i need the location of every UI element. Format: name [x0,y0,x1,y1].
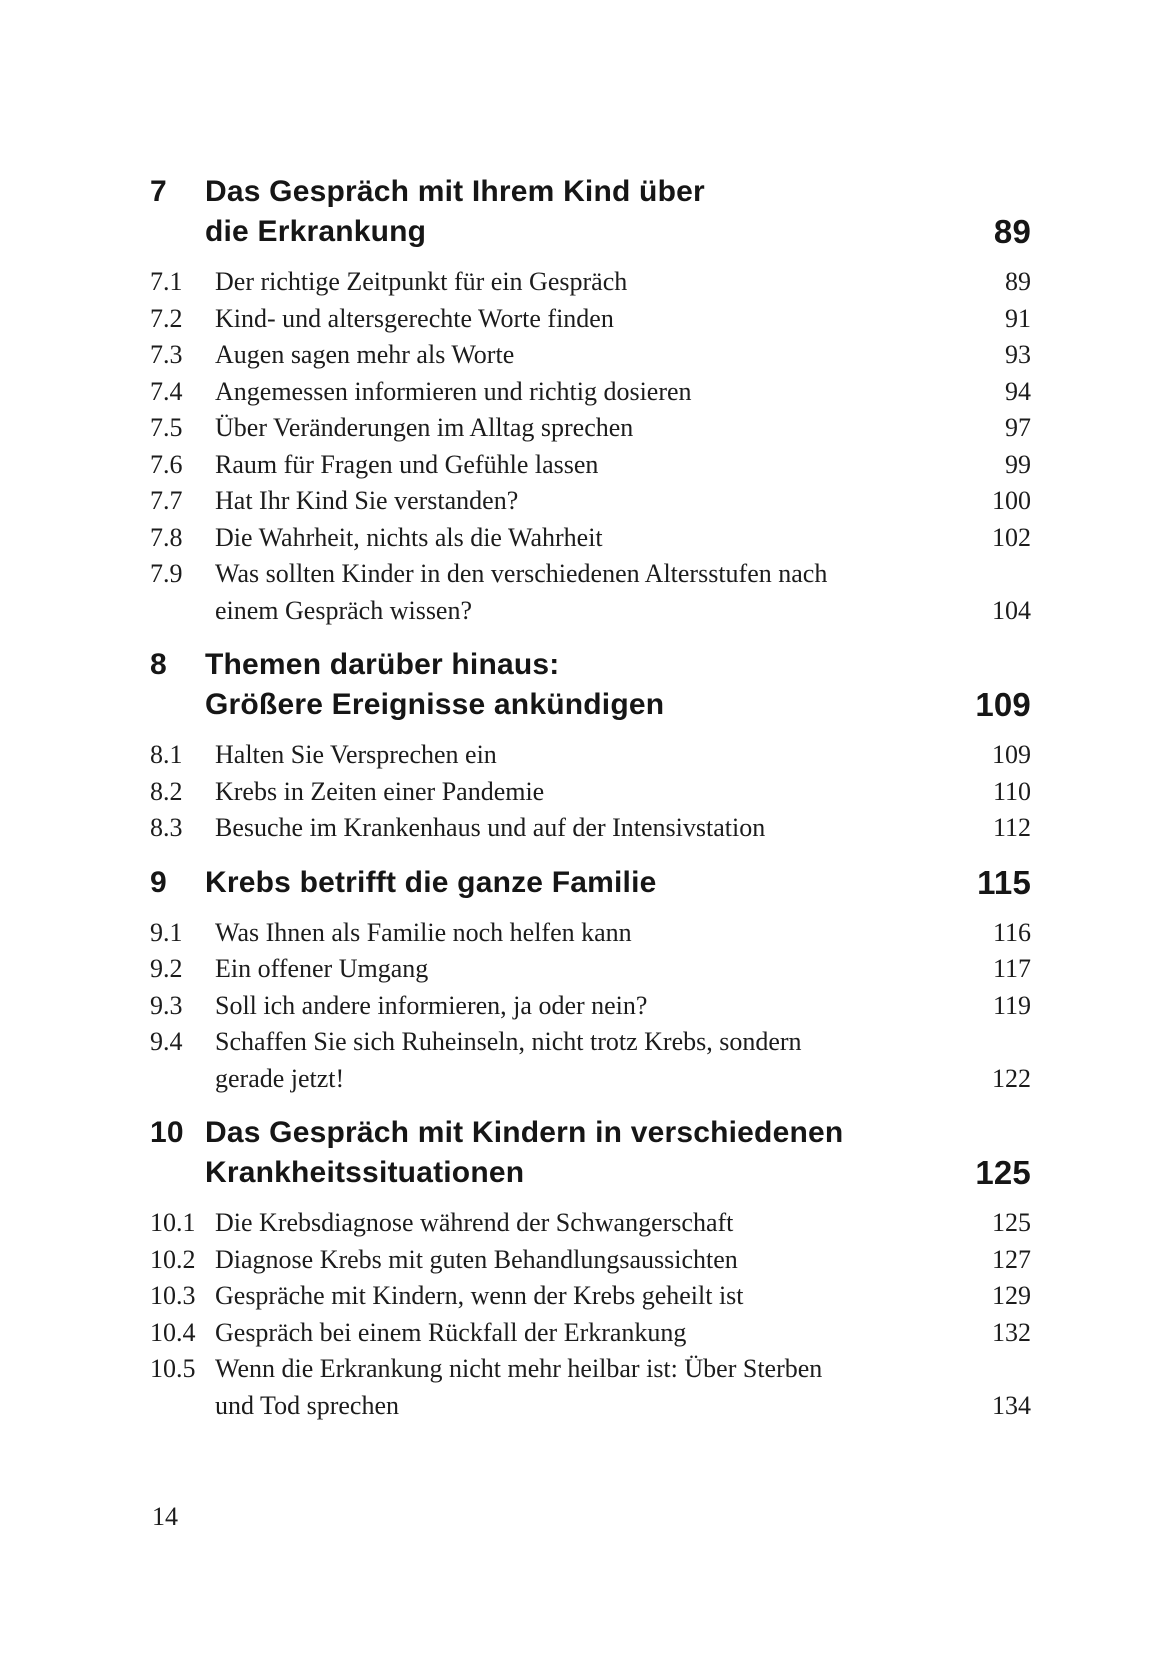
toc-item-title-line: Angemessen informieren und richtig dosieren [215,376,692,406]
toc-item-title-line: Krebs in Zeiten einer Pandemie [215,776,545,806]
chapter-title-line: Krebs betrifft die ganze Familie [205,865,657,899]
toc-item [150,1315,1031,1352]
chapter-title-line: Krankheitssituationen [205,1156,525,1189]
toc-item-title [215,774,976,811]
chapter-title [205,172,969,252]
toc-chapter-8 [150,645,1031,847]
toc-item-page-number: 89 [1005,267,1031,296]
toc-item-number: 7.7 [150,486,183,515]
toc-item-number: 10.3 [150,1281,196,1310]
toc-item-page-number: 125 [992,1208,1031,1237]
toc-item-title [215,1315,976,1352]
toc-item-title-line: Der richtige Zeitpunkt für ein Gespräch [215,267,628,296]
toc-item-number: 10.2 [150,1244,196,1274]
toc-item-title [215,483,976,520]
toc-item-number: 7.1 [150,267,183,296]
toc-item-title-line: Augen sagen mehr als Worte [215,340,515,369]
toc-item-number: 8.2 [150,776,183,806]
chapter-items [150,915,1031,1098]
toc-item-title-line: und Tod sprechen [215,1390,399,1420]
toc-item-number: 7.4 [150,376,183,406]
chapter-number: 8 [150,648,167,681]
toc-item-page-number: 99 [1005,449,1031,479]
chapter-page-number: 89 [993,213,1031,250]
toc-item-page-number: 122 [992,1063,1031,1093]
toc-item-number: 9.2 [150,954,183,983]
toc-item-page-number: 134 [992,1390,1031,1420]
chapter-page-number: 115 [977,863,1031,901]
chapter-page-number: 125 [975,1154,1031,1191]
toc-item [150,1024,1031,1097]
toc-item-number: 10.1 [150,1208,196,1237]
toc-chapter-9 [150,863,1031,1098]
toc-item-page-number: 132 [992,1317,1031,1347]
folio-page-number: 14 [152,1502,178,1531]
toc-item-page-number: 102 [992,522,1031,552]
chapter-items [150,264,1031,629]
toc-item [150,1205,1031,1242]
chapter-heading [150,645,1031,725]
toc-item-title [215,264,976,301]
toc-item-number: 9.4 [150,1027,183,1056]
toc-item [150,1278,1031,1315]
toc-item-number: 7.8 [150,522,183,552]
toc-item-title [215,1278,976,1315]
toc-item-title-line: Besuche im Krankenhaus und auf der Intensivstation [215,813,766,842]
toc-item [150,774,1031,811]
toc-item [150,410,1031,447]
toc-item-number: 9.3 [150,990,183,1020]
toc-item-title [215,1205,976,1242]
toc-item-title-line: Ein offener Umgang [215,954,429,983]
toc-item [150,1242,1031,1279]
toc-item [150,447,1031,484]
toc-item [150,520,1031,557]
toc-item [150,737,1031,774]
toc-item-number: 7.5 [150,413,183,442]
toc-item-title [215,915,976,952]
toc-item-title-line: Was Ihnen als Familie noch helfen kann [215,917,632,947]
toc-item-title-line: Halten Sie Versprechen ein [215,740,497,769]
toc-item [150,988,1031,1025]
chapter-title-line: Das Gespräch mit Kindern in verschiedenen [205,1116,844,1149]
toc-item-title [215,810,976,847]
toc-item-number: 9.1 [150,917,183,947]
toc-item-page-number: 116 [992,917,1031,947]
toc-item-number: 8.3 [150,813,183,842]
toc-item-page-number: 129 [992,1281,1031,1310]
toc-item-number: 7.3 [150,340,183,369]
toc-item-title-line: Was sollten Kinder in den verschiedenen Altersstufen nach [215,559,828,588]
toc-item [150,483,1031,520]
chapter-title [205,645,969,725]
chapter-number: 10 [150,1116,184,1149]
toc-item-title [215,556,976,629]
toc-item-title [215,410,976,447]
chapter-heading [150,172,1031,252]
chapter-title-line: Größere Ereignisse ankündigen [205,688,665,721]
toc-item [150,1351,1031,1424]
toc-item-page-number: 112 [992,813,1031,842]
chapter-title-line: Themen darüber hinaus: [205,648,560,681]
toc-item-title [215,520,976,557]
toc-item-page-number: 97 [1005,413,1031,442]
toc-item-title-line: Raum für Fragen und Gefühle lassen [215,449,599,479]
toc-item-title-line: Hat Ihr Kind Sie verstanden? [215,486,519,515]
chapter-title-line: die Erkrankung [205,215,427,248]
toc-item-page-number: 93 [1005,340,1031,369]
toc-item-title [215,337,976,374]
toc-chapter-7 [150,172,1031,629]
toc-item [150,810,1031,847]
chapter-title-line: Das Gespräch mit Ihrem Kind über [205,175,705,208]
toc-item-title-line: einem Gespräch wissen? [215,595,473,625]
toc-item-title [215,951,976,988]
toc-item-page-number: 104 [992,595,1031,625]
toc-item [150,264,1031,301]
toc-item-page-number: 109 [992,740,1031,769]
toc-item-number: 8.1 [150,740,183,769]
toc-item-title-line: gerade jetzt! [215,1063,345,1093]
toc-item-title-line: Die Wahrheit, nichts als die Wahrheit [215,522,603,552]
chapter-page-number: 109 [975,686,1031,723]
toc-item-title [215,988,976,1025]
toc-item-number: 7.9 [150,559,183,588]
toc-item-page-number: 91 [1005,303,1031,333]
toc-item-title [215,447,976,484]
toc-item-number: 10.5 [150,1354,196,1383]
toc-item-title-line: Gespräch bei einem Rückfall der Erkrankung [215,1317,687,1347]
toc-item [150,337,1031,374]
toc-item [150,951,1031,988]
toc-item [150,915,1031,952]
toc-item-title [215,374,976,411]
toc-item [150,301,1031,338]
chapter-items [150,1205,1031,1424]
toc-item-page-number: 119 [992,990,1031,1020]
toc-item-number: 7.6 [150,449,183,479]
chapter-heading [150,863,1031,903]
chapter-heading [150,1113,1031,1193]
chapter-number: 9 [150,865,167,899]
toc-item [150,374,1031,411]
toc-item-page-number: 117 [992,954,1031,983]
toc-item-title-line: Gespräche mit Kindern, wenn der Krebs geheilt ist [215,1281,744,1310]
toc-item-title [215,1351,976,1424]
toc-item-number: 7.2 [150,303,183,333]
toc-item-title-line: Wenn die Erkrankung nicht mehr heilbar ist: Über Sterben [215,1354,823,1383]
chapter-number: 7 [150,175,167,208]
toc-item-title-line: Schaffen Sie sich Ruheinseln, nicht trotz Krebs, sondern [215,1027,802,1056]
toc-item [150,556,1031,629]
toc-item-page-number: 127 [992,1244,1031,1274]
chapter-title [205,1113,969,1193]
toc-chapter-10 [150,1113,1031,1424]
table-of-contents [150,172,1031,1424]
toc-item-title [215,301,976,338]
toc-item-title [215,1024,976,1097]
toc-item-number: 10.4 [150,1317,196,1347]
toc-item-title [215,737,976,774]
toc-item-page-number: 94 [1005,376,1031,406]
toc-item-page-number: 110 [992,776,1031,806]
chapter-title [205,863,969,903]
toc-item-title-line: Über Veränderungen im Alltag sprechen [215,413,634,442]
toc-item-title [215,1242,976,1279]
toc-item-title-line: Soll ich andere informieren, ja oder nein? [215,990,648,1020]
toc-item-title-line: Kind- und altersgerechte Worte finden [215,303,614,333]
chapter-items [150,737,1031,847]
toc-item-page-number: 100 [992,486,1031,515]
toc-item-title-line: Diagnose Krebs mit guten Behandlungsaussichten [215,1244,738,1274]
toc-item-title-line: Die Krebsdiagnose während der Schwangerschaft [215,1208,734,1237]
